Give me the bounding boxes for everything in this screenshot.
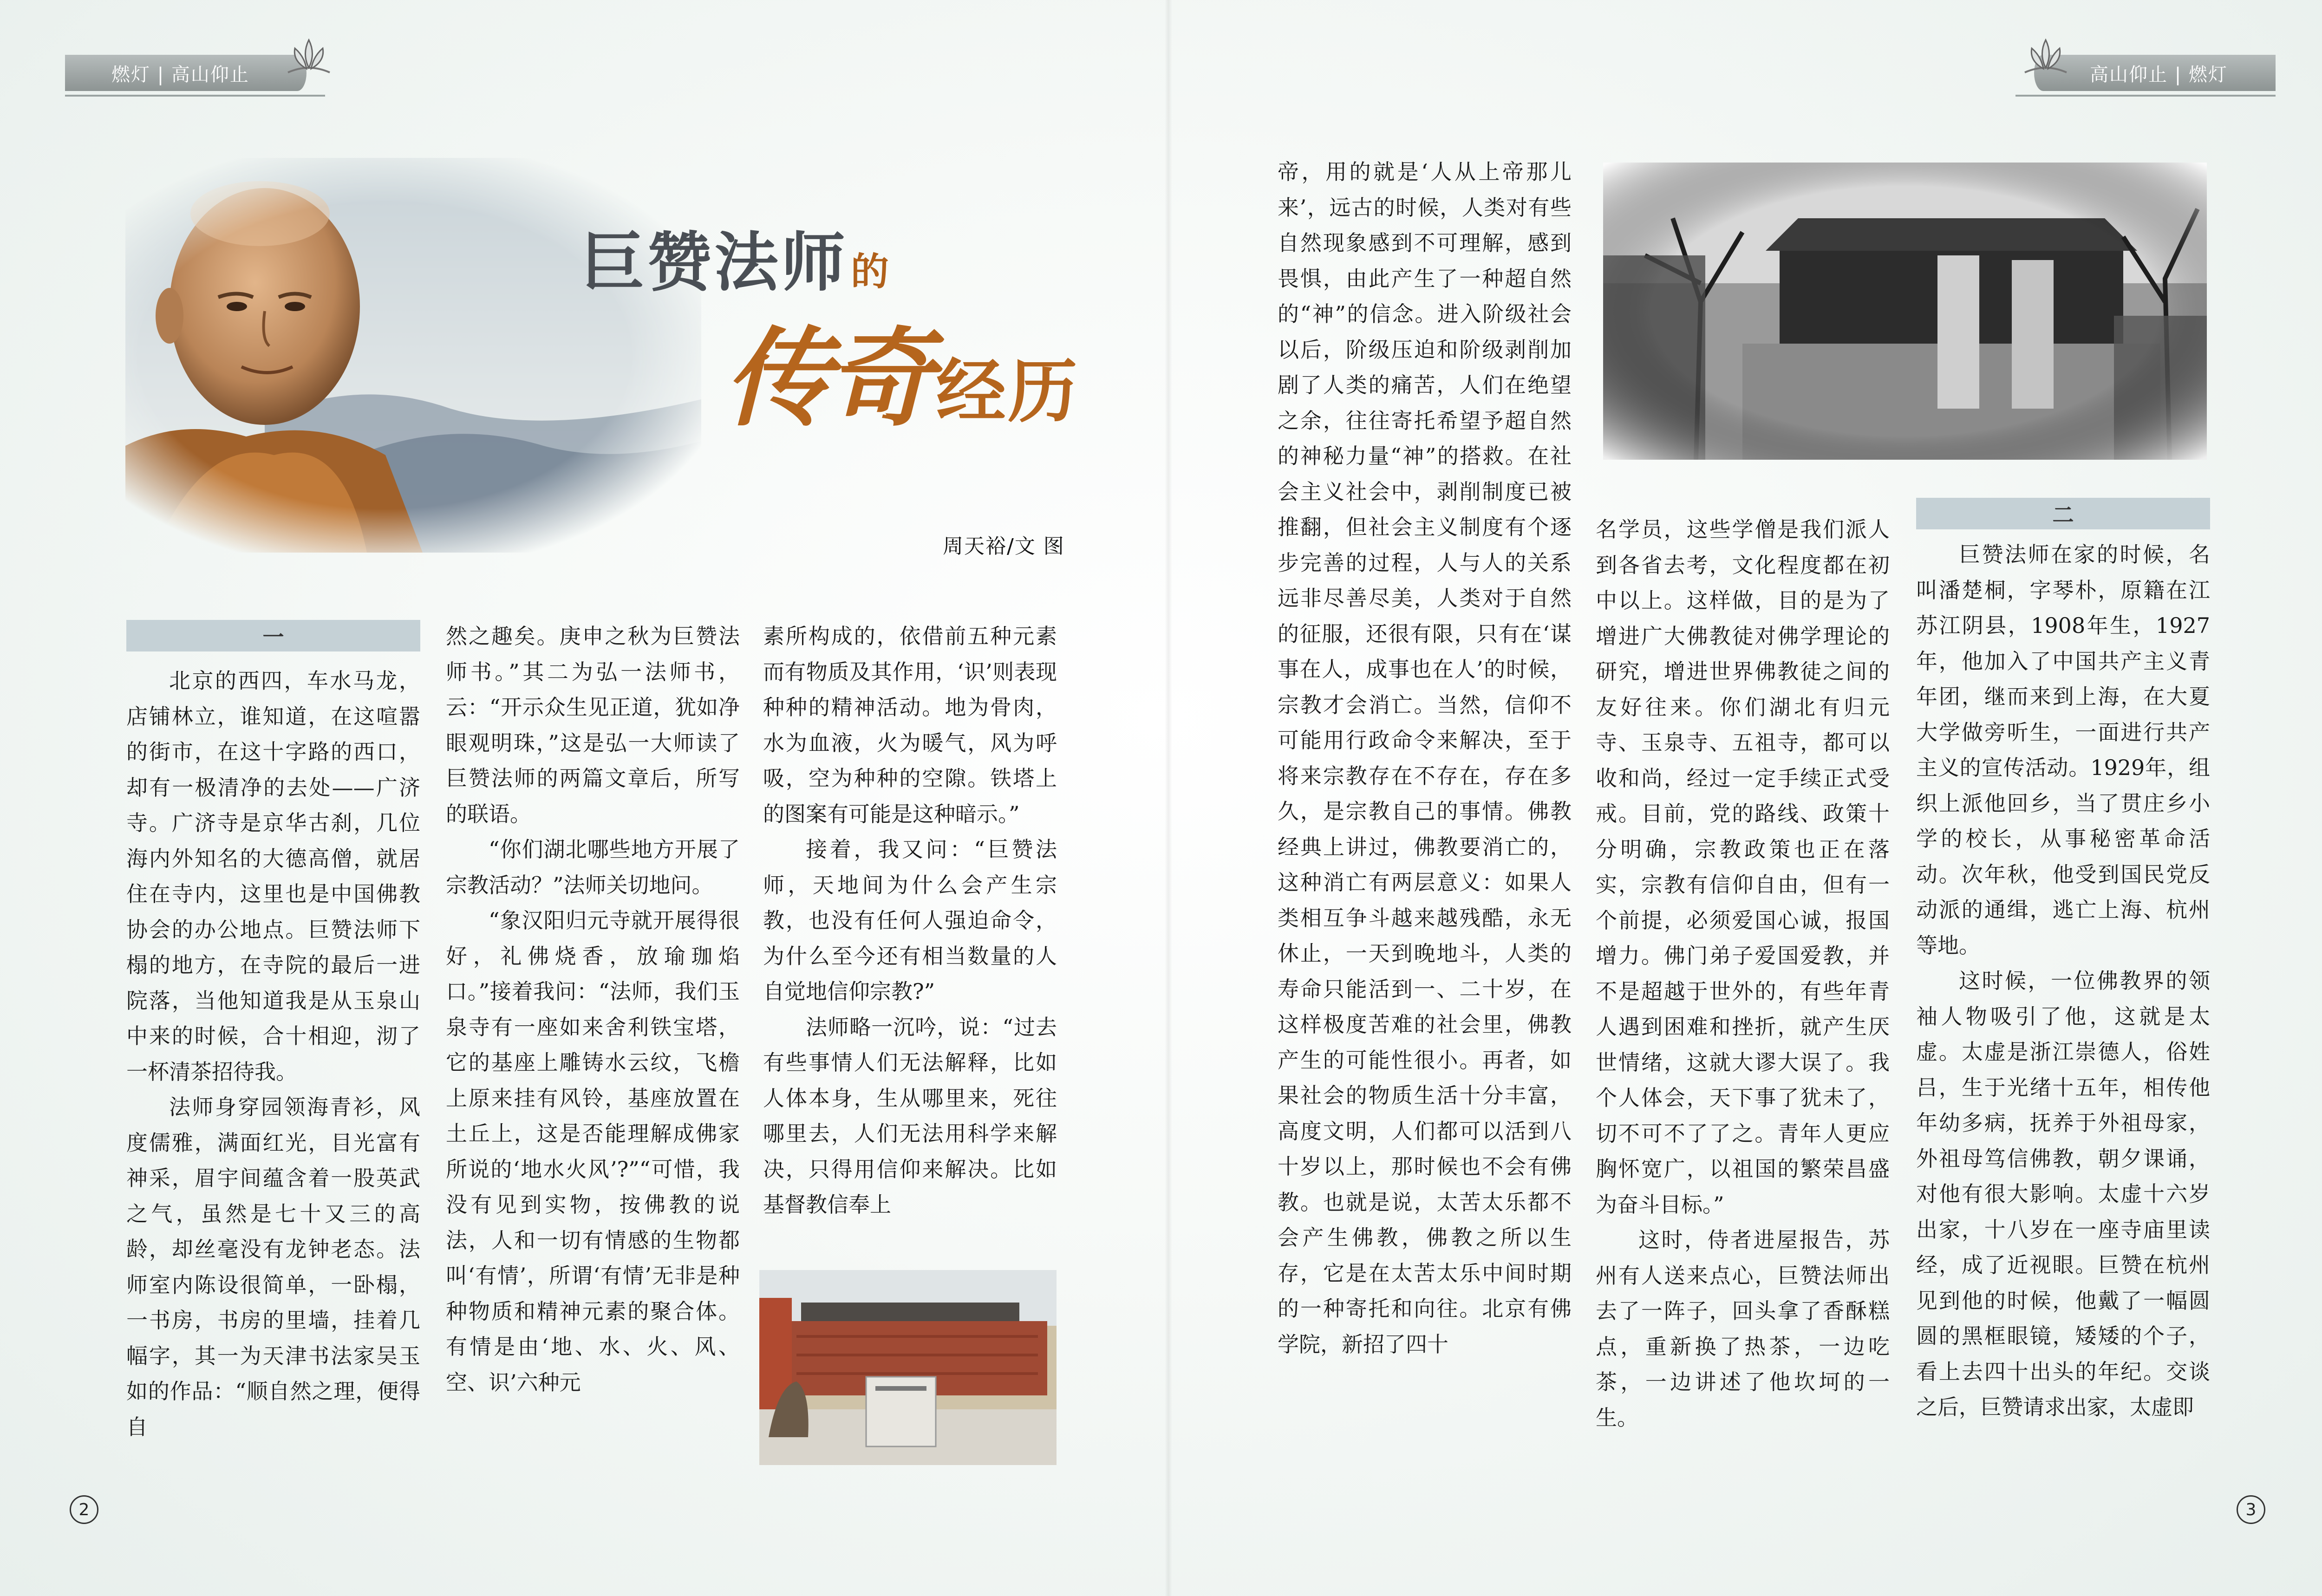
- paragraph: 巨赞法师在家的时候，名叫潘楚桐，字琴朴，原籍在江苏江阴县，1908年生，1927年，他加入了中国共产主义青年团，继而来到上海，在大夏大学做旁听生，一面进行共产主义的宣传活动。1929年，组织上派他回乡，当了贯庄乡小学的校长，从事秘密革命活动。次年秋，他受到国民党反动派的通缉，逃亡上海、杭州等地。: [1916, 542, 2210, 958]
- paragraph: “你们湖北哪些地方开展了宗教活动？”法师关切地问。: [446, 837, 740, 898]
- paragraph: 这时候，一位佛教界的领袖人物吸引了他，这就是太虚。太虚是浙江崇德人，俗姓吕，生于光绪十五年，相传他年幼多病，抚养于外祖母家，外祖母笃信佛教，朝夕课诵，对他有很大影响。太虚十六岁出家，十八岁在一座寺庙里读经，成了近视眼。巨赞在杭州见到他的时候，他戴了一幅圆圆的黑框眼镜，矮矮的个子，看上去四十出头的年纪。交谈之后，巨赞请求出家，太虚即: [1916, 968, 2210, 1420]
- paragraph: “象汉阳归元寺就开展得很好，礼佛烧香，放瑜珈焰口。”接着我问：“法师，我们玉泉寺有一座如来舍利铁宝塔，它的基座上雕铸水云纹，飞檐上原来挂有风铃，基座放置在土丘上，这是否能理解成佛家所说的‘地水火风’?”“可惜，我没有见到实物，按佛教的说法，人和一切有情感的生物都叫‘有情’，所谓‘有情’无非是种种物质和精神元素的聚合体。有情是由‘地、水、火、风、空、识’六种元: [446, 908, 740, 1395]
- paragraph: 接着，我又问：“巨赞法师，天地间为什么会产生宗教，也没有任何人强迫命令，为什么至今还有相当数量的人自觉地信仰宗教?”: [763, 837, 1057, 1004]
- right-column-1: [1278, 154, 1572, 1362]
- paragraph: 这时，侍者进屋报告，苏州有人送来点心，巨赞法师出去了一阵子，回头拿了香酥糕点，重新换了热茶，一边吃茶，一边讲述了他坎坷的一生。: [1596, 1227, 1890, 1430]
- right-header-tab: [2025, 55, 2276, 91]
- paragraph: 北京的西四，车水马龙，店铺林立，谁知道，在这喧嚣的街市，在这十字路的西口，却有一极清净的去处——广济寺。广济寺是京华古刹，几位海内外知名的大德高僧，就居住在寺内，这里也是中国佛教协会的办公地点。巨赞法师下榻的地方，在寺院的最后一进院落，当他知道我是从玉泉山中来的时候，合十相迎，沏了一杯清茶招待我。: [126, 668, 420, 1084]
- page-number-right: 3: [2237, 1495, 2265, 1524]
- temple-courtyard-photo: [1603, 163, 2207, 460]
- right-column-3: [1916, 537, 2210, 1425]
- temple-wall-photo: [759, 1270, 1057, 1465]
- paragraph: 名学员，这些学僧是我们派人到各省去考，文化程度都在初中以上。这样做，目的是为了增进广大佛教徒对佛学理论的研究，增进世界佛教徒之间的友好往来。你们湖北有归元寺、玉泉寺、五祖寺，都可以收和尚，经过一定手续正式受戒。目前，党的路线、政策十分明确，宗教政策也正在落实，宗教有信仰自由，但有一个前提，必须爱国心诚，报国增力。佛门弟子爱国爱教，并不是超越于世外的，有些年青人遇到困难和挫折，就产生厌世情绪，这就大谬大误了。我个人体会，天下事了犹未了，切不可不了了之。青年人更应胸怀宽广，以祖国的繁荣昌盛为奋斗目标。”: [1596, 517, 1890, 1217]
- left-column-3: [763, 619, 1057, 1269]
- right-page: [1168, 0, 2322, 1596]
- paragraph: 法师略一沉吟，说：“过去有些事情人们无法解释，比如人体本身，生从哪里来，死往哪里去，人们无法用科学来解决，只得用信仰来解决。比如基督教信奉上: [763, 1014, 1057, 1217]
- left-header-text: 燃灯 | 高山仰止: [111, 64, 249, 85]
- author-byline: 周天裕/文 图: [943, 534, 1065, 558]
- left-column-2: [446, 619, 740, 1400]
- article-title-main: 巨赞法师的: [580, 224, 892, 300]
- lotus-icon: [283, 35, 334, 77]
- right-column-2: [1596, 512, 1890, 1435]
- paragraph: 法师身穿园领海青衫，风度儒雅，满面红光，目光富有神采，眉宇间蕴含着一股英武之气，虽然是七十又三的高龄，却丝毫没有龙钟老态。法师室内陈设很简单，一卧榻，一书房，书房的里墙，挂着几幅字，其一为天津书法家吴玉如的作品：“顺自然之理，便得自: [126, 1094, 420, 1440]
- left-column-1: [126, 622, 420, 1445]
- paragraph: 然之趣矣。庚申之秋为巨赞法师书。”其二为弘一法师书，云：“开示众生见正道，犹如净眼观明珠，”这是弘一大师读了巨赞法师的两篇文章后，所写的联语。: [446, 624, 740, 827]
- left-header-tab: [65, 55, 316, 91]
- paragraph: 素所构成的，依借前五种元素而有物质及其作用，‘识’则表现种种的精神活动。地为骨肉，水为血液，火为暖气，风为呼吸，空为种种的空隙。铁塔上的图案有可能是这种暗示。”: [763, 624, 1057, 827]
- page-number-left: 2: [70, 1495, 98, 1524]
- section-heading-one: 一: [126, 620, 420, 651]
- article-title-sub: 传奇 经历: [724, 316, 1080, 441]
- lotus-icon: [2020, 35, 2071, 77]
- section-heading-two: 二: [1916, 498, 2210, 529]
- paragraph: 帝，用的就是‘人从上帝那儿来’，远古的时候，人类对有些自然现象感到不可理解，感到畏惧，由此产生了一种超自然的“神”的信念。进入阶级社会以后，阶级压迫和阶级剥削加剧了人类的痛苦，人们在绝望之余，往往寄托希望予超自然的神秘力量“神”的搭救。在社会主义社会中，剥削制度已被推翻，但社会主义制度有个逐步完善的过程，人与人的关系远非尽善尽美，人类对于自然的征服，还很有限，只有在‘谋事在人，成事也在人’的时候，宗教才会消亡。当然，信仰不可能用行政命令来解决，至于将来宗教存在不存在，存在多久，是宗教自己的事情。佛教经典上讲过，佛教要消亡的，这种消亡有两层意义：如果人类相互争斗越来越残酷，永无休止，一天到晚地斗，人类的寿命只能活到一、二十岁，在这样极度苦难的社会里，佛教产生的可能性很小。再者，如果社会的物质生活十分丰富，高度文明，人们都可以活到八十岁以上，那时候也不会有佛教。也就是说，太苦太乐都不会产生佛教，佛教之所以生存，它是在太苦太乐中间时期的一种寄托和向往。北京有佛学院，新招了四十: [1278, 159, 1572, 1357]
- right-header-text: 高山仰止 | 燃灯: [2090, 64, 2228, 85]
